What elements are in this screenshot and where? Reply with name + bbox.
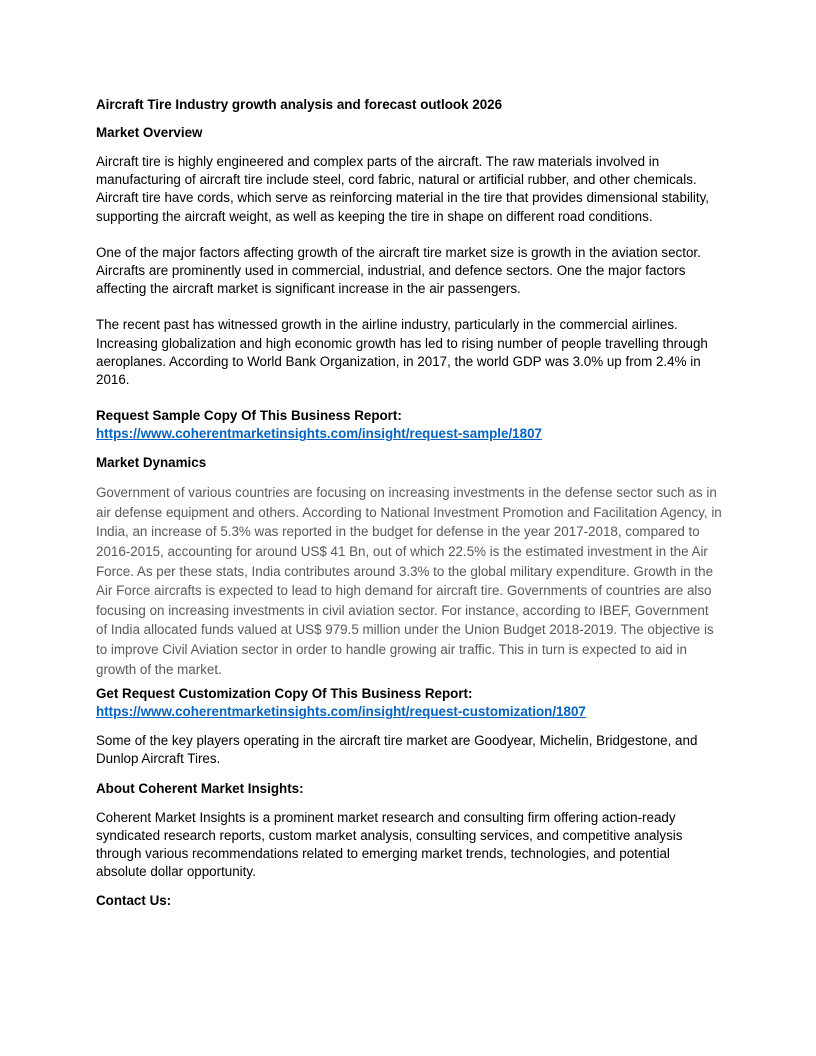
key-players-paragraph: Some of the key players operating in the aircraft tire market are Goodyear, Michelin, Bridgestone, and Dunlop Aircraft Tires.	[96, 733, 698, 767]
request-sample-block	[96, 407, 722, 443]
overview-paragraph-1: Aircraft tire is highly engineered and complex parts of the aircraft. The raw materials involved in manufacturing of aircraft tire include steel, cord fabric, natural or artificial rubber, and other chemicals. Aircraft tire have cords, which serve as reinforcing material in the tire that provides dimensional stability, supporting the aircraft weight, as well as keeping the tire in shape on different road conditions.	[96, 154, 710, 224]
document-page	[96, 96, 722, 921]
dynamics-paragraph: Government of various countries are focusing on increasing investments in the defense sector such as in air defense equipment and others. According to National Investment Promotion and Facilitation Agency, in India, an increase of 5.3% was reported in the budget for defense in the year 2017-2018, compared to 2016-2015, accounting for around US$ 41 Bn, out of which 22.5% is the estimated investment in the Air Force. As per these stats, India contributes around 3.3% to the global military expenditure. Growth in the Air Force aircrafts is expected to lead to high demand for aircraft tire. Governments of countries are also focusing on increasing investments in civil aviation sector. For instance, according to IBEF, Government of India allocated funds valued at US$ 979.5 million under the Union Budget 2018-2019. The objective is to improve Civil Aviation sector in order to handle growing air traffic. This in turn is expected to aid in growth of the market.	[96, 485, 722, 677]
request-customization-label: Get Request Customization Copy Of This Business Report:	[96, 686, 473, 702]
overview-paragraph-3: The recent past has witnessed growth in the airline industry, particularly in the commercial airlines. Increasing globalization and high economic growth has led to rising number of people travelling through aeroplanes. According to World Bank Organization, in 2017, the world GDP was 3.0% up from 2.4% in 2016.	[96, 317, 708, 388]
about-heading: About Coherent Market Insights:	[96, 780, 304, 796]
about-paragraph: Coherent Market Insights is a prominent market research and consulting firm offering action-ready syndicated research reports, custom market analysis, consulting services, and competitive analysis through various recommendations related to emerging market trends, technologies, and potential absolute dollar opportunity.	[96, 809, 683, 880]
request-sample-link[interactable]: https://www.coherentmarketinsights.com/insight/request-sample/1807	[96, 426, 542, 442]
market-overview-heading: Market Overview	[96, 125, 203, 140]
market-dynamics-heading: Market Dynamics	[96, 455, 207, 471]
document-title: Aircraft Tire Industry growth analysis and forecast outlook 2026	[96, 97, 503, 112]
overview-paragraph-2: One of the major factors affecting growth of the aircraft tire market size is growth in the aviation sector. Aircrafts are prominently used in commercial, industrial, and defence sectors. One the major factors affecting the aircraft market is significant increase in the air passengers.	[96, 244, 701, 297]
request-customization-link[interactable]: https://www.coherentmarketinsights.com/insight/request-customization/1807	[96, 704, 586, 720]
request-sample-label: Request Sample Copy Of This Business Report:	[96, 408, 402, 424]
request-customization-block	[96, 685, 722, 721]
contact-heading: Contact Us:	[96, 893, 172, 909]
